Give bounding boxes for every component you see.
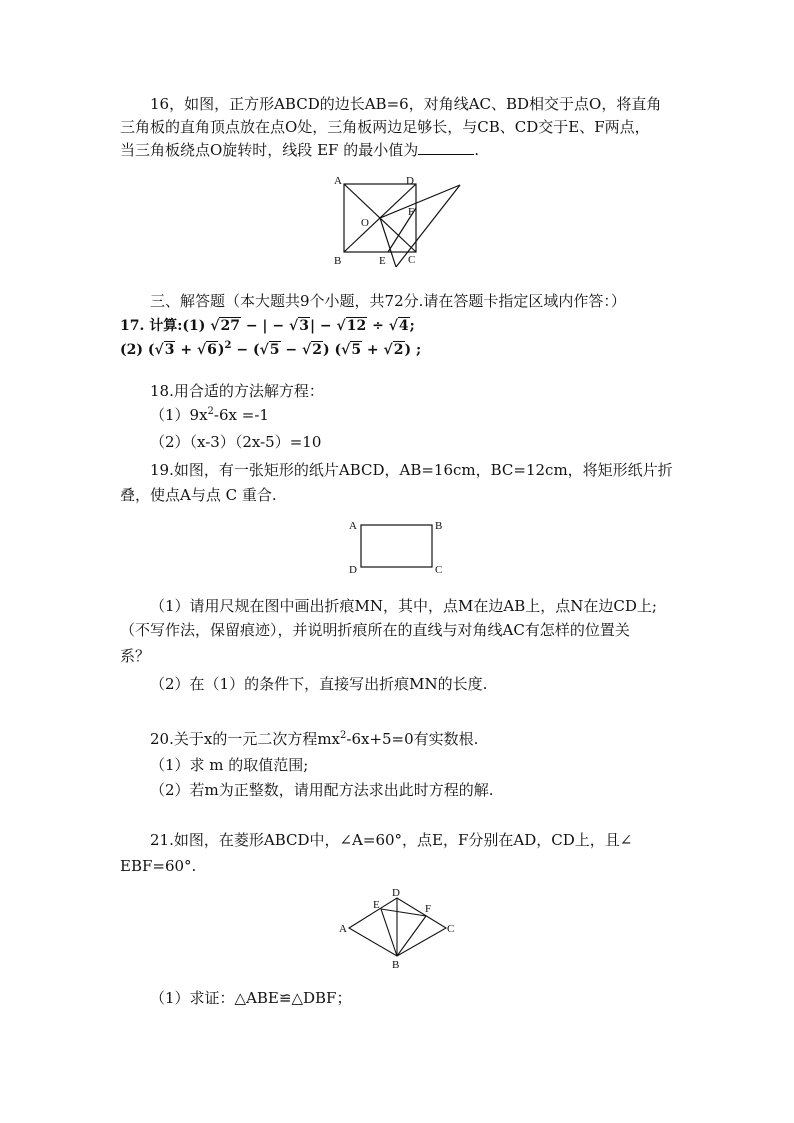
segment-bf [397, 916, 426, 956]
q20-part-2: （2）若m为正整数，请用配方法求出此时方程的解. [150, 781, 494, 799]
q19-part-1-line-2: （不写作法，保留痕迹），并说明折痕所在的直线与对角线AC有怎样的位置关 [120, 621, 630, 639]
q17-l2-end: ) ; [404, 342, 422, 358]
q18-part-1 [150, 405, 269, 425]
triangle-side-1 [380, 185, 460, 218]
q16-line-3-text: 当三角板绕点O旋转时，线段 EF 的最小值为 [120, 141, 419, 159]
q17-l2-root-5: 5 [351, 342, 362, 358]
q21-part-1: （1）求证：△ABE≌△DBF； [150, 989, 352, 1007]
q21-line-2: EBF=60°. [120, 857, 197, 875]
q20-line-1-sup: 2 [340, 730, 347, 741]
q17-root-27: 27 [220, 318, 240, 334]
label-d: D [349, 564, 357, 576]
label-f: F [425, 903, 432, 915]
answer-blank [418, 140, 474, 155]
q19-line-2: 叠，使点A与点 C 重合. [120, 486, 277, 504]
q16-line-2: 三角板的直角顶点放在点O处，三角板两边足够长，与CB、CD交于E、F两点， [120, 118, 650, 136]
segment-be [381, 909, 397, 956]
label-a: A [349, 520, 357, 532]
q18-part-2: （2）（x-3）（2x-5）=10 [150, 433, 322, 451]
q17-l2-root-6: 2 [393, 342, 404, 358]
q18-title: 18.用合适的方法解方程： [150, 382, 324, 400]
q17-l1-mid3: ÷ [367, 318, 389, 334]
q17-root-12: 12 [346, 318, 367, 334]
q17-l2-root-2: 6 [207, 342, 217, 358]
label-f: F [408, 206, 415, 218]
q17-l2-root-4: 2 [312, 342, 322, 358]
triangle-hypotenuse [396, 185, 460, 267]
q19-part-2: （2）在（1）的条件下，直接写出折痕MN的长度. [150, 675, 488, 693]
label-b: B [392, 959, 400, 971]
label-b: B [435, 520, 443, 532]
q19-part-1-line-1: （1）请用尺规在图中画出折痕MN，其中，点M在边AB上，点N在边CD上; [150, 597, 657, 615]
q20-part-1: （1）求 m 的取值范围; [150, 756, 309, 774]
q19-figure [344, 515, 448, 577]
q17-l2-p3: − ( [231, 342, 260, 358]
label-e: E [373, 899, 380, 911]
label-o: O [361, 217, 369, 229]
q16-line-1: 16，如图，正方形ABCD的边长AB=6，对角线AC、BD相交于点O，将直角 [150, 95, 662, 113]
q17-l2-root-3: 5 [269, 342, 280, 358]
q21-figure [336, 884, 462, 974]
q19-part-1-line-3: 系？ [120, 647, 151, 665]
q18-p1-pre: （1）9x [150, 406, 208, 424]
label-c: C [408, 254, 416, 266]
q16-figure [330, 172, 470, 272]
label-a: A [339, 923, 347, 935]
q17-root-4: 4 [398, 318, 409, 334]
section-3-heading: 三、解答题（本大题共9个小题，共72分.请在答题卡指定区域内作答：） [150, 292, 626, 310]
q17-l2-p2: ) [217, 342, 225, 358]
q17-root-3: 3 [299, 318, 309, 334]
rectangle-abcd [361, 525, 432, 567]
q17-l1-mid2: | − [309, 318, 337, 334]
q18-p1-post: -6x =-1 [213, 406, 269, 424]
q20-line-1-post: -6x+5=0有实数根. [346, 730, 479, 748]
q19-line-1: 19.如图，有一张矩形的纸片ABCD，AB=16cm，BC=12cm，将矩形纸片折 [150, 461, 673, 479]
q17-l2-p6: + [362, 342, 384, 358]
q20-line-1-pre: 20.关于x的一元二次方程mx [150, 730, 340, 748]
segment-ef [381, 909, 426, 916]
q17-line-1: 17. 计算:(1) √27 − | − √3| − √12 ÷ √4; [120, 318, 415, 334]
q17-l2-prefix: (2) ( [120, 342, 155, 358]
q20-line-1 [150, 729, 478, 749]
label-c: C [447, 923, 455, 935]
q17-l1-prefix: 17. 计算:(1) [120, 318, 211, 334]
label-d: D [406, 175, 414, 187]
q17-line-2: (2) $(√3 + √6)^2 - (√5 - √2)$ (√5 + √2) ; [120, 340, 422, 358]
q17-l2-p5: ) ( [322, 342, 342, 358]
label-d: D [392, 887, 400, 899]
q17-l1-mid1: − | − [240, 318, 290, 334]
q16-line-3-end: . [474, 141, 479, 159]
q21-line-1: 21.如图，在菱形ABCD中，∠A=60°，点E，F分别在AD，CD上，且∠ [150, 831, 633, 849]
q17-l2-p1: + [175, 342, 197, 358]
q18-p1-sup: 2 [207, 406, 214, 417]
q17-l2-square: 2 [224, 340, 232, 351]
q17-l2-p4: − [280, 342, 303, 358]
label-c: C [435, 564, 443, 576]
q17-l2-root-1: 3 [164, 342, 175, 358]
q17-l1-end: ; [409, 318, 415, 334]
label-e: E [379, 255, 386, 267]
label-b: B [334, 255, 342, 267]
label-a: A [334, 175, 342, 187]
q16-line-3 [120, 140, 479, 160]
